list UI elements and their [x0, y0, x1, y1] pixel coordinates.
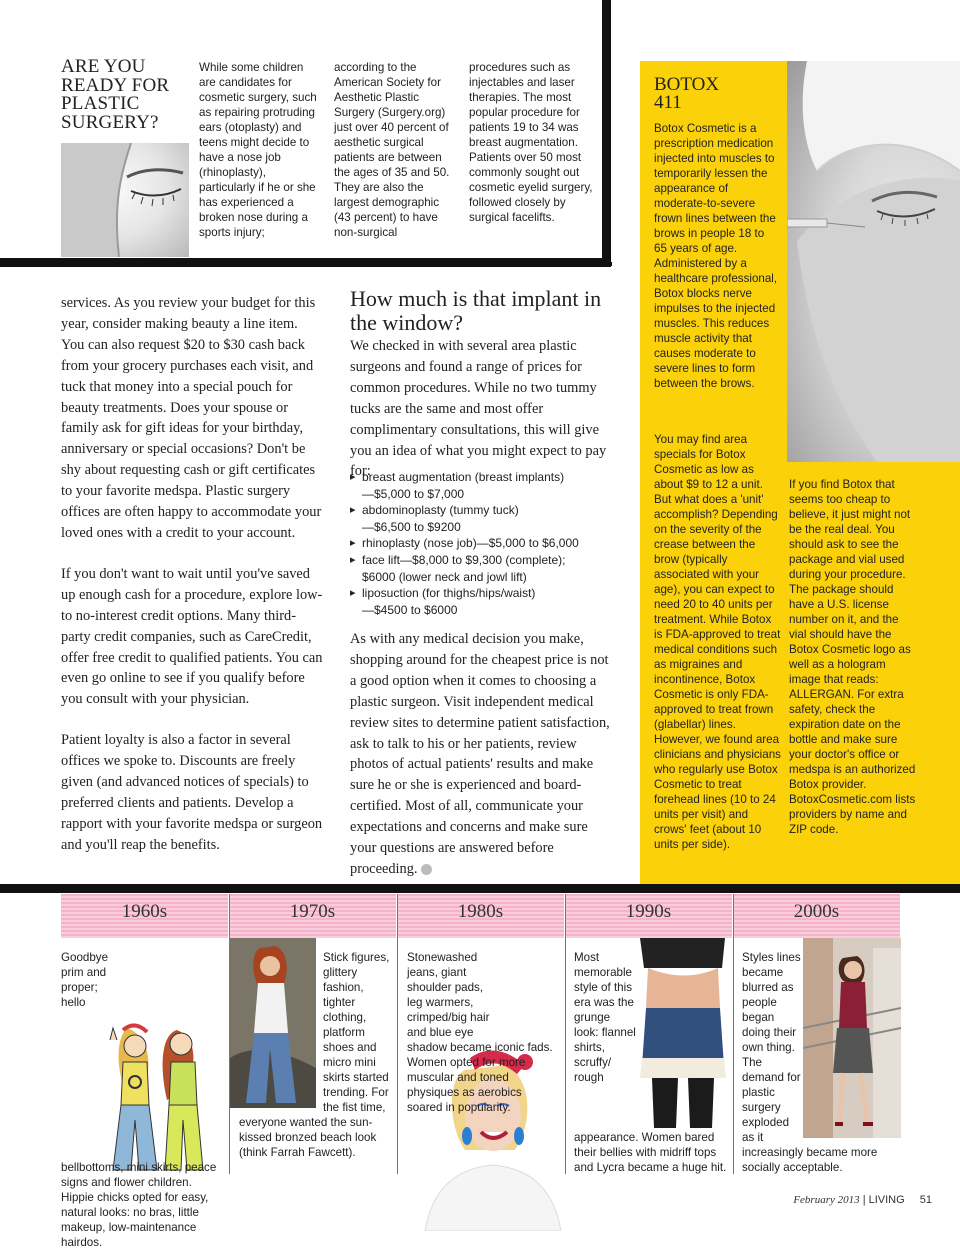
price-item: ▸ breast augmentation (breast implants) —$5,000 to $7,000 [350, 469, 620, 502]
decade-text-1960s: Goodbye prim and proper; hello bellbottoms, mini skirts, peace signs and flower children. Hippie chicks opted for easy, natural looks: no bras, little makeup, low-maintenance hairdos. [61, 951, 217, 1249]
end-mark-icon [421, 864, 432, 875]
intro-col-3: procedures such as injectables and laser therapies. The most popular procedure for patients 19 to 34 was breast augmentation. Patients over 50 most commonly sought out cosmetic eyelid surgery, followed closely by surgical facelifts. [469, 61, 593, 224]
intro-col-2: according to the American Society for Aesthetic Plastic Surgery (Surgery.org) just over 40 percent of aesthetic surgical patients are between the ages of 35 and 50. They are also the largest demographic (43 percent) to have non-surgical [334, 61, 450, 239]
left-paragraph-3: Patient loyalty is also a factor in several offices we spoke to. Discounts are freely given (and advanced notices of specials) to preferred clients and patients. Develop a rapport with your favorite medspa or surgeon and you'll reap the benefits. [61, 732, 323, 853]
decade-text-2000s: Styles lines became blurred as people began doing their own thing. The demand for plastic surgery exploded as it increasingly became more socially acceptable. [742, 951, 878, 1174]
price-item: ▸ abdominoplasty (tummy tuck) —$6,500 to $9200 [350, 502, 620, 535]
folio-separator: | [862, 1194, 869, 1206]
botox-paragraph-1: Botox Cosmetic is a prescription medication injected into muscles to temporarily lessen the appearance of moderate-to-severe frown lines between the brows in people 18 to 65 years of age. Administered by a healthcare professional, Botox blocks nerve impulses to the injected muscles. This reduces muscle activity that causes moderate to severe lines to form between the brows. [654, 122, 778, 390]
left-paragraph-2: If you don't want to wait until you've saved up enough cash for a procedure, explore low- to no-interest credit options. Many third-party credit companies, such as CareCredit, offer free credit to qualified patients. You can even go online to see if you qualify before you consult with your physician. [61, 565, 323, 708]
decade-text-1970s: Stick figures, glittery fashion, tighter clothing, platform shoes and micro mini skirts started trending. For the fist time, everyone wanted the sun-kissed bronzed beach look (think Farrah Fawcett). [239, 951, 390, 1159]
decade-text-1980s: Stonewashed jeans, giant shoulder pads, leg warmers, crimped/big hair and blue eye shadow became iconic fads. Women opted for more muscular and toned physiques as aerobics soared in popularity. [407, 951, 553, 1114]
price-list [350, 469, 620, 618]
decade-header-1960s: 1960s [61, 894, 228, 938]
column-rule [733, 894, 734, 1174]
closed-eye-face-photo [61, 143, 189, 257]
price-item: ▸ rhinoplasty (nose job)—$5,000 to $6,000 [350, 535, 620, 552]
price-item: ▸ face lift—$8,000 to $9,300 (complete); $6000 (lower neck and jowl lift) [350, 552, 620, 585]
page-folio [793, 1194, 932, 1206]
implant-intro: We checked in with several area plastic surgeons and found a range of prices for common procedures. While no two tummy tucks are the same and most offer complimentary consultations, this will give you an idea of what you might expect to pay for: [350, 338, 607, 480]
intro-col-1: While some children are candidates for cosmetic surgery, such as repairing protruding ears (otoplasty) and teens might decide to have a nose job (rhinoplasty), particularly if he or she has experienced a broken nose during a sports injury; [199, 61, 317, 239]
decade-header-1970s: 1970s [229, 894, 396, 938]
price-item: ▸ liposuction (for thighs/hips/waist) —$4500 to $6000 [350, 585, 620, 618]
botox-paragraph-3: If you find Botox that seems too cheap to believe, it just might not be the real deal. You should ask to see the package and vial used during your procedure. The package should have a U.S. license number on it, and the vial should have the Botox Cosmetic logo as well as a hologram image that reads: ALLERGAN. For extra safety, check the expiration date on the bottle and make sure your doctor's office or medspa is an authorized Botox provider. BotoxCosmetic.com lists providers by name and ZIP code. [789, 478, 916, 836]
intro-box-shadow [0, 262, 612, 266]
column-rule [565, 894, 566, 1174]
implant-closing: As with any medical decision you make, shopping around for the cheapest price is not a good option when it comes to choosing a plastic surgeon. Visit independent medical review sites to determine patient satisfaction, ask to talk to his or her patients, review photos of actual patients' results and make sure he or she is experienced and board-certified. Most of all, communicate your expectations and concerns and make sure your questions are answered before proceeding. [350, 631, 610, 877]
intro-title: ARE YOU READY FOR PLASTIC SURGERY? [61, 56, 170, 133]
botox-title: BOTOX 411 [654, 74, 720, 113]
page-number: 51 [919, 1194, 932, 1206]
botox-paragraph-2: You may find area specials for Botox Cosmetic as low as about $9 to 12 a unit. But what does a 'unit' accomplish? Depending on the severity of the crease between the brow (typically associated with your age), you can expect to need 20 to 40 units per treatment. While Botox is FDA-approved to treat medical conditions such as migraines and incontinence, Botox Cosmetic is only FDA-approved to treat frown (glabellar) lines. However, we found area clinicians and physicians who regularly use Botox Cosmetic to treat forehead lines (10 to 24 units per visit) and crows' feet (about 10 units per side). [654, 433, 781, 851]
left-body-column [61, 293, 323, 876]
decade-text-1990s: Most memorable style of this era was the grunge look: flannel shirts, scruffy/ rough appearance. Women bared their bellies with midriff tops and Lycra became a huge hit. [574, 951, 727, 1174]
decade-header-1990s: 1990s [565, 894, 732, 938]
decade-header-2000s: 2000s [733, 894, 900, 938]
decade-header-1980s: 1980s [397, 894, 564, 938]
implant-heading: How much is that implant in the window? [350, 286, 602, 335]
section-name: LIVING [868, 1194, 905, 1206]
botox-injection-photo [787, 61, 960, 462]
section-divider [0, 884, 960, 893]
issue-date: February 2013 [793, 1194, 860, 1206]
left-paragraph-1: services. As you review your budget for this year, consider making beauty a line item. You can also request $20 to $30 cash back from your grocery purchases each visit, and tuck that money into a special pouch for beauty treatments. Does your spouse or family ask for gift ideas for your birthday, anniversary or special occasions? Don't be shy about requesting cash or gift certificates to your favorite medspa. Plastic surgery offices are often happy to accommodate your loved ones with a credit to your account. [61, 295, 322, 541]
